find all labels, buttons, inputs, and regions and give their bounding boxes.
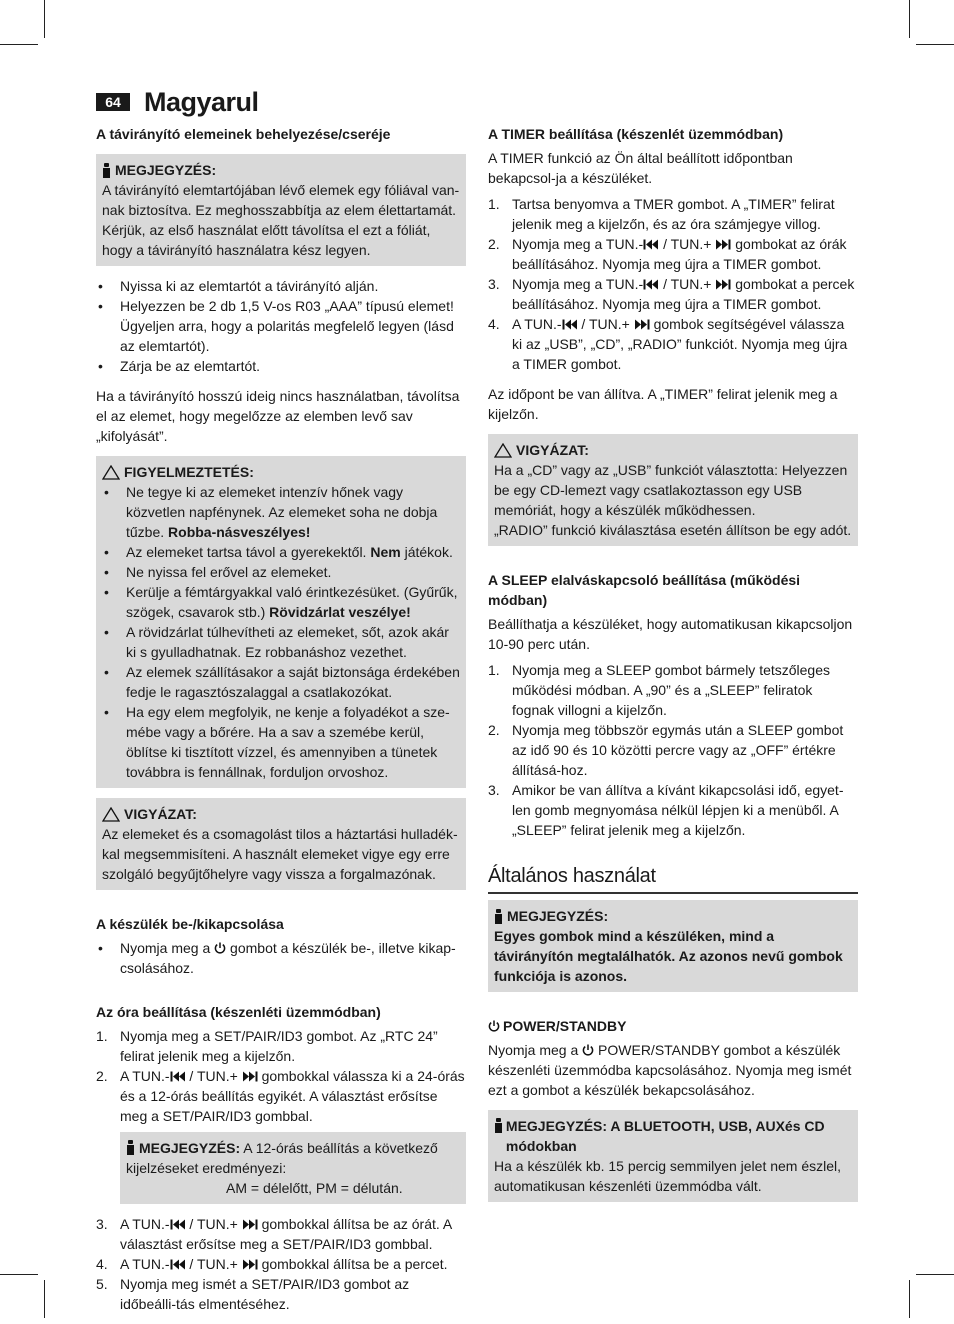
note-text: A 12-órás beállítás a következő kijelzéseket eredményezi: <box>126 1140 438 1176</box>
page-header <box>96 86 259 118</box>
list-item: • Az elemeket tartsa távol a gyerekektől. Nem játékok. <box>102 542 460 562</box>
list-item: 2. Nyomja meg többször egymás után a SLEEP gombot az idő 90 és 10 közötti percre vagy az „OFF” értékre állításá-hoz. <box>488 722 844 778</box>
list-item: • Nyissa ki az elemtartót a távirányító alján. <box>96 276 466 296</box>
skip-forward-icon <box>242 1219 258 1230</box>
list-item: • Ne nyissa fel erővel az elemeket. <box>102 562 460 582</box>
page-title: Magyarul <box>144 86 259 117</box>
note-label: MEGJEGYZÉS: <box>139 1140 241 1156</box>
section-heading-sleep: A SLEEP elalváskapcsoló beállítása (működési módban) <box>488 572 801 608</box>
page-number: 64 <box>96 93 130 111</box>
crop-mark <box>916 1274 954 1275</box>
note-label: MEGJEGYZÉS: A BLUETOOTH, USB, AUXés CD módokban <box>505 1118 825 1154</box>
warning-list <box>102 482 460 782</box>
note-text: Egyes gombok mind a készüléken, mind a távirányítón megtalálhatók. Az azonos nevű gombok funkciója is azonos. <box>494 928 843 984</box>
skip-back-icon <box>170 1219 186 1230</box>
skip-forward-icon <box>242 1071 258 1082</box>
power-icon <box>582 1044 594 1056</box>
section-title-general: Általános használat <box>488 864 858 894</box>
numbered-list <box>488 194 858 374</box>
list-item: 4. A TUN.- / TUN.+ gombokkal állítsa be a percet. <box>96 1256 448 1272</box>
skip-forward-icon <box>242 1259 258 1270</box>
power-icon <box>214 942 226 954</box>
info-icon <box>102 163 111 178</box>
numbered-list <box>488 660 858 840</box>
list-item: • Helyezzen be 2 db 1,5 V-os R03 „AAA” típusú elemet! Ügyeljen arra, hogy a polaritás megfelelő legyen (lásd az elemtartót). <box>96 296 466 356</box>
caution-label: VIGYÁZAT: <box>124 806 197 822</box>
left-column <box>96 124 466 1324</box>
info-icon <box>494 909 503 924</box>
note-box <box>96 154 466 266</box>
crop-mark <box>44 1280 45 1318</box>
note-text: AM = délelőtt, PM = délután. <box>226 1180 403 1196</box>
section-heading-power: A készülék be-/kikapcsolása <box>96 916 284 932</box>
note-box <box>488 900 858 992</box>
warning-icon <box>494 443 512 458</box>
skip-back-icon <box>562 319 578 330</box>
crop-mark <box>0 1274 38 1275</box>
list-item: 4. A TUN.- / TUN.+ gombok segítségével válassza ki az „USB”, „CD”, „RADIO” funkciót. Nyomja meg újra a TIMER gombot. <box>488 316 848 372</box>
note-label: MEGJEGYZÉS: <box>115 162 217 178</box>
paragraph: Nyomja meg a POWER/STANDBY gombot a készülék készenléti üzemmódba kapcsolásához. Nyomja meg ismét ezt a gombot a készülék bekapcsolásához. <box>488 1042 852 1098</box>
note-text: Ha a készülék kb. 15 percig semmilyen jelet nem észlel, automatikusan készenléti üzemmódba vált. <box>494 1158 842 1194</box>
list-item: 3. Nyomja meg a TUN.- / TUN.+ gombokat a percek beállításához. Nyomja meg újra a TIMER gombot. <box>488 276 855 312</box>
skip-back-icon <box>170 1071 186 1082</box>
right-column <box>488 124 858 1212</box>
list-item: 2. Nyomja meg a TUN.- / TUN.+ gombokat az órák beállításához. Nyomja meg újra a TIMER gombot. <box>488 236 847 272</box>
section-heading-timer: A TIMER beállítása (készenlét üzemmódban) <box>488 126 784 142</box>
paragraph: Beállíthatja a készüléket, hogy automatikusan kikapcsoljon 10-90 perc után. <box>488 616 853 652</box>
list-item: 1. Nyomja meg a SLEEP gombot bármely tetszőleges működési módban. A „90” és a „SLEEP” feliratok fognak villogni a kijelzőn. <box>488 662 831 718</box>
numbered-list <box>96 1026 466 1126</box>
warning-box <box>96 456 466 788</box>
list-item: 2. A TUN.- / TUN.+ gombokkal válassza ki a 24-órás és a 12-órás beállítás egyikét. A választást erősítse meg a SET/PAIR/ID3 gombbal. <box>96 1068 465 1124</box>
crop-mark <box>44 0 45 38</box>
note-text: A távirányító elemtartójában lévő elemek egy fóliával van-nak biztosítva. Ez meghosszabbítja az elem élettartamát. Kérjük, az első használat előtt távolítsa el ezt a fóliát, hogy a távirányító használatra kész legyen. <box>102 182 460 258</box>
paragraph: Az időpont be van állítva. A „TIMER” felirat jelenik meg a kijelzőn. <box>488 386 838 422</box>
bullet-list <box>96 276 466 376</box>
paragraph: Ha a távirányító hosszú ideig nincs használatban, távolítsa el az elemet, hogy megelőzze az elemben levő sav „kifolyását”. <box>96 388 460 444</box>
skip-back-icon <box>170 1259 186 1270</box>
warning-label: FIGYELMEZTETÉS: <box>124 464 254 480</box>
caution-text: „RADIO” funkció kiválasztása esetén állítson be egy adót. <box>494 522 852 538</box>
note-box <box>488 1110 858 1202</box>
section-heading-standby: POWER/STANDBY <box>488 1016 858 1036</box>
info-icon <box>126 1140 135 1155</box>
crop-mark <box>0 44 38 45</box>
skip-forward-icon <box>715 239 731 250</box>
list-item: • A rövidzárlat túlhevítheti az elemeket, sőt, azok akár ki s gyulladhatnak. Ez robbanáshoz vezethet. <box>102 622 460 662</box>
list-item: 5. Nyomja meg ismét a SET/PAIR/ID3 gombot az időbeálli-tás elmentéséhez. <box>96 1276 410 1312</box>
note-label: MEGJEGYZÉS: <box>507 908 609 924</box>
section-heading-clock: Az óra beállítása (készenléti üzemmódban) <box>96 1004 381 1020</box>
crop-mark <box>909 0 910 38</box>
list-item: • Ha egy elem megfolyik, ne kenje a folyadékot a sze-mébe vagy a bőrére. Ha a sav a szemébe kerül, öblítse ki tisztított vízzel, és amennyiben a tünetek továbbra is fennállnak, forduljon orvoshoz. <box>102 702 460 782</box>
skip-back-icon <box>643 239 659 250</box>
list-item: • Zárja be az elemtartót. <box>96 356 466 376</box>
crop-mark <box>909 1280 910 1318</box>
note-box <box>120 1132 466 1204</box>
list-item: 3. A TUN.- / TUN.+ gombokkal állítsa be az órát. A választást erősítse meg a SET/PAIR/ID3 gombbal. <box>96 1216 452 1252</box>
numbered-list <box>96 1214 466 1314</box>
caution-box <box>488 434 858 546</box>
list-item: • Az elemek szállításakor a saját biztonsága érdekében fedje le ragasztószalaggal a csatlakozókat. <box>102 662 460 702</box>
skip-back-icon <box>643 279 659 290</box>
skip-forward-icon <box>634 319 650 330</box>
skip-forward-icon <box>715 279 731 290</box>
bullet-list <box>96 938 466 978</box>
list-item: • Ne tegye ki az elemeket intenzív hőnek vagy közvetlen napfénynek. Az elemeket soha ne dobja tűzbe. Robba-násveszélyes! <box>102 482 460 542</box>
power-icon <box>488 1020 500 1032</box>
list-item: • Nyomja meg a gombot a készülék be-, illetve kikap-csolásához. <box>96 938 466 978</box>
warning-icon <box>102 465 120 480</box>
caution-text: Az elemeket és a csomagolást tilos a háztartási hulladék-kal megsemmisíteni. A használt elemeket vigye egy erre szolgáló begyűjtőhelyre vagy vissza a forgalmazónak. <box>102 826 458 882</box>
list-item: 1. Tartsa benyomva a TMER gombot. A „TIMER” felirat jelenik meg a kijelzőn, és az óra számjegye villog. <box>488 196 835 232</box>
warning-icon <box>102 807 120 822</box>
info-icon <box>494 1118 502 1133</box>
caution-label: VIGYÁZAT: <box>516 442 589 458</box>
caution-text: Ha a „CD” vagy az „USB” funkciót választotta: Helyezzen be egy CD-lemezt vagy csatlakoztasson egy USB memóriát, hogy a készülék működhessen. <box>494 462 848 518</box>
list-item: 1. Nyomja meg a SET/PAIR/ID3 gombot. Az „RTC 24” felirat jelenik meg a kijelzőn. <box>96 1028 438 1064</box>
list-item: • Kerülje a fémtárgyakkal való érintkezésüket. (Gyűrűk, szögek, csavarok stb.) Rövidzárlat veszélye! <box>102 582 460 622</box>
caution-box <box>96 798 466 890</box>
section-heading-remote: A távirányító elemeinek behelyezése/cseréje <box>96 126 391 142</box>
paragraph: A TIMER funkció az Ön által beállított időpontban bekapcsol-ja a készüléket. <box>488 150 793 186</box>
crop-mark <box>916 44 954 45</box>
list-item: 3. Amikor be van állítva a kívánt kikapcsolási idő, egyet-len gomb megnyomása nélkül lépjen ki a menüből. A „SLEEP” felirat jelenik meg a kijelzőn. <box>488 782 844 838</box>
